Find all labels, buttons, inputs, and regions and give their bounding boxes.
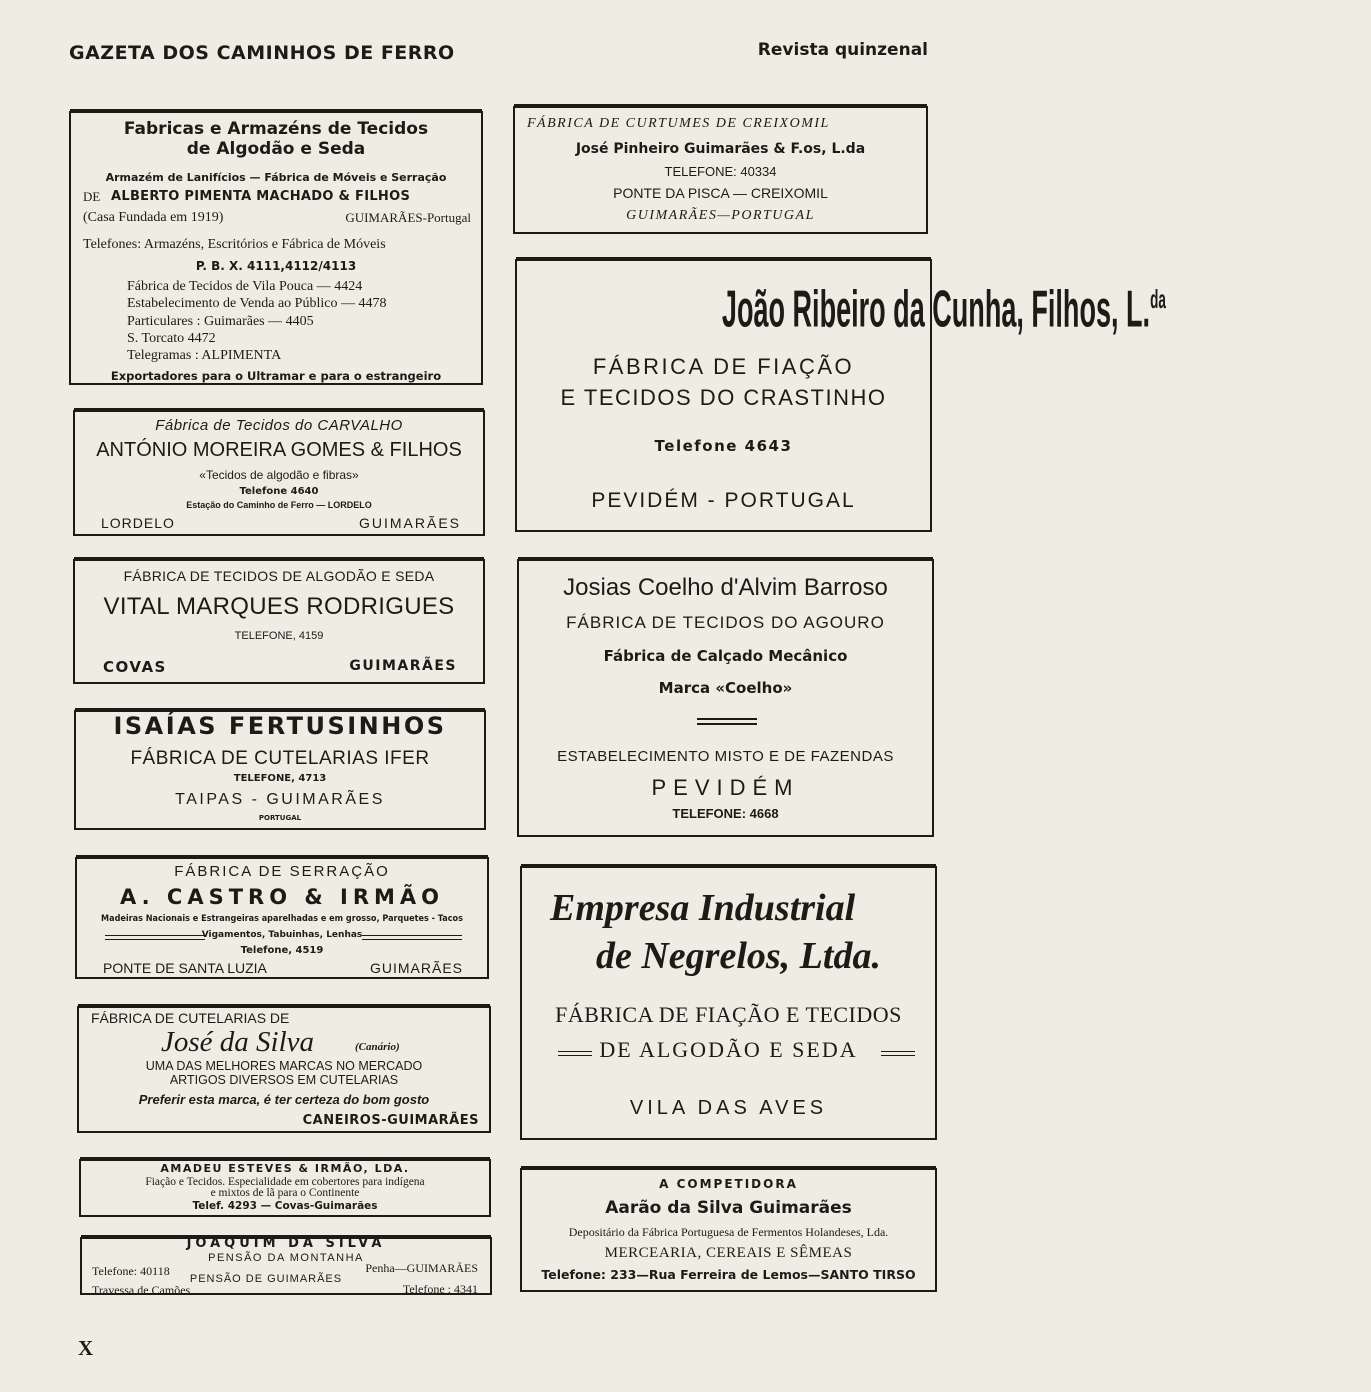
owner-name: ALBERTO PIMENTA MACHADO & FILHOS <box>111 189 411 204</box>
joaquim-address-left: Travessa de Camões <box>92 1283 191 1297</box>
ad-vital <box>73 559 485 684</box>
ad-footer: Exportadores para o Ultramar e para o estrangeiro <box>110 369 442 383</box>
ad-amadeu <box>79 1159 491 1217</box>
creixomil-name: José Pinheiro Guimarães & F.os, L.da <box>575 141 866 157</box>
isaias-phone: TELEFONE, 4713 <box>233 773 327 784</box>
isaias-line1: FÁBRICA DE CUTELARIAS IFER <box>130 748 430 769</box>
journal-title: GAZETA DOS CAMINHOS DE FERRO <box>69 42 455 64</box>
carvalho-right: GUIMARÃES <box>358 515 461 531</box>
amadeu-name: AMADEU ESTEVES & IRMÃO, LDA. <box>160 1162 410 1175</box>
competidora-line3: MERCEARIA, CEREAIS E SÊMEAS <box>604 1245 853 1261</box>
carvalho-phone: Telefone 4640 <box>239 486 319 497</box>
carvalho-left: LORDELO <box>101 515 175 531</box>
ad-jose-silva <box>77 1006 491 1133</box>
ad-carvalho <box>73 410 485 536</box>
creixomil-phone: TELEFONE: 40334 <box>664 164 777 179</box>
joaquim-phone-right: Telefone : 4341 <box>402 1282 478 1296</box>
josias-line4: ESTABELECIMENTO MISTO E DE FAZENDAS <box>557 748 894 765</box>
jose-slogan: Preferir esta marca, é ter certeza do bom gosto <box>138 1092 430 1107</box>
owner-prefix: DE <box>83 189 101 204</box>
carvalho-products: «Tecidos de algodão e fibras» <box>199 468 359 482</box>
competidora-line4: Telefone: 233—Rua Ferreira de Lemos—SANTO TIRSO <box>541 1267 916 1282</box>
joao-line2: E TECIDOS DO CRASTINHO <box>560 385 887 410</box>
ad-castro <box>75 857 489 979</box>
castro-left: PONTE DE SANTA LUZIA <box>103 960 267 976</box>
joaquim-phone-left: Telefone: 40118 <box>92 1264 170 1278</box>
carvalho-station: Estação do Caminho de Ferro — LORDELO <box>186 500 372 510</box>
vital-name: VITAL MARQUES RODRIGUES <box>103 593 455 620</box>
phone-vila-pouca: Fábrica de Tecidos de Vila Pouca — 4424 <box>127 279 363 294</box>
joao-name-text: João Ribeiro da Cunha, Filhos, L. <box>721 280 1151 339</box>
location: GUIMARÃES-Portugal <box>345 210 471 225</box>
pbx: P. B. X. 4111,4112/4113 <box>195 259 357 273</box>
castro-right: GUIMARÃES <box>369 960 463 976</box>
castro-phone: Telefone, 4519 <box>240 945 324 956</box>
journal-subtitle: Revista quinzenal <box>757 40 928 60</box>
vital-line1: FÁBRICA DE TECIDOS DE ALGODÃO E SEDA <box>123 568 435 584</box>
josias-line2: Fábrica de Calçado Mecânico <box>603 647 848 665</box>
phones-label: Telefones: Armazéns, Escritórios e Fábrica de Móveis <box>83 237 386 252</box>
negrelos-location: VILA DAS AVES <box>629 1097 828 1119</box>
josias-phone: TELEFONE: 4668 <box>672 806 779 821</box>
vital-right: GUIMARÃES <box>349 658 457 674</box>
joao-phone: Telefone 4643 <box>654 437 793 455</box>
vital-left: COVAS <box>103 658 167 676</box>
josias-name: Josias Coelho d'Alvim Barroso <box>563 574 888 601</box>
vital-phone: TELEFONE, 4159 <box>234 630 324 642</box>
ad-industries: Armazém de Lanifícios — Fábrica de Móveis e Serração <box>105 171 447 184</box>
jose-line1: FÁBRICA DE CUTELARIAS DE <box>91 1010 290 1026</box>
negrelos-name2: de Negrelos, Ltda. <box>596 935 881 977</box>
negrelos-line1: FÁBRICA DE FIAÇÃO E TECIDOS <box>555 1002 902 1027</box>
creixomil-address: PONTE DA PISCA — CREIXOMIL <box>613 185 828 201</box>
jose-location: CANEIROS-GUIMARÃES <box>302 1113 479 1128</box>
joaquim-line1: PENSÃO DA MONTANHA <box>208 1252 364 1264</box>
ad-creixomil <box>513 106 928 234</box>
competidora-line1: A COMPETIDORA <box>659 1177 798 1191</box>
josias-line3: Marca «Coelho» <box>658 679 793 697</box>
ad-joao-ribeiro <box>515 259 1166 532</box>
divider <box>697 718 757 720</box>
castro-products2: Vigamentos, Tabuinhas, Lenhas <box>201 930 363 940</box>
phone-torcato: S. Torcato 4472 <box>127 331 216 346</box>
joao-name <box>722 271 1166 337</box>
jose-name: José da Silva <box>161 1026 315 1058</box>
joaquim-name: JOAQUIM DA SILVA <box>186 1236 386 1251</box>
amadeu-phone: Telef. 4293 — Covas-Guimarães <box>192 1200 378 1212</box>
castro-products1: Madeiras Nacionais e Estrangeiras aparelhadas e em grosso, Parquetes - Tacos <box>101 914 463 924</box>
joao-line1: FÁBRICA DE FIAÇÃO <box>592 354 855 379</box>
creixomil-line1: FÁBRICA DE CURTUMES DE CREIXOMIL <box>527 116 830 131</box>
joao-location: PEVIDÉM - PORTUGAL <box>591 489 856 512</box>
ad-alberto-pimenta <box>69 111 483 385</box>
joao-name-sup: da <box>1150 284 1166 314</box>
competidora-name: Aarão da Silva Guimarães <box>605 1198 852 1218</box>
ad-title-line2: de Algodão e Seda <box>186 139 366 159</box>
telegramas: Telegramas : ALPIMENTA <box>127 348 282 363</box>
phone-particulares: Particulares : Guimarães — 4405 <box>127 314 314 329</box>
jose-line2: UMA DAS MELHORES MARCAS NO MERCADO <box>145 1059 423 1073</box>
ad-joaquim <box>80 1237 492 1295</box>
negrelos-line2: DE ALGODÃO E SEDA <box>599 1037 858 1062</box>
jose-nickname: (Canário) <box>355 1041 400 1053</box>
phone-venda: Estabelecimento de Venda ao Público — 4478 <box>127 296 387 311</box>
josias-location: PEVIDÉM <box>651 775 800 800</box>
castro-line1: FÁBRICA DE SERRAÇÃO <box>174 863 390 880</box>
ad-isaias <box>74 710 486 830</box>
joaquim-line2: PENSÃO DE GUIMARÃES <box>189 1273 343 1285</box>
isaias-location: TAIPAS - GUIMARÃES <box>175 791 385 808</box>
ad-title-line1: Fabricas e Armazéns de Tecidos <box>123 119 429 139</box>
competidora-line2: Depositário da Fábrica Portuguesa de Fermentos Holandeses, Lda. <box>568 1225 889 1239</box>
ad-negrelos <box>520 866 937 1140</box>
castro-name: A. CASTRO & IRMÃO <box>120 885 444 909</box>
ad-competidora <box>520 1168 937 1292</box>
amadeu-line2: e mixtos de lã para o Continente <box>210 1187 360 1199</box>
founded: (Casa Fundada em 1919) <box>83 210 224 225</box>
amadeu-line1: Fiação e Tecidos. Especialidade em cobertores para indígena <box>145 1176 425 1188</box>
jose-line3: ARTIGOS DIVERSOS EM CUTELARIAS <box>169 1073 399 1087</box>
creixomil-location: GUIMARÃES—PORTUGAL <box>626 208 815 223</box>
carvalho-name: ANTÓNIO MOREIRA GOMES & FILHOS <box>96 439 462 461</box>
negrelos-name1: Empresa Industrial <box>550 887 856 929</box>
isaias-country: PORTUGAL <box>258 814 302 822</box>
joao-name-wrap <box>517 271 1166 339</box>
page-number: X <box>78 1336 94 1360</box>
josias-line1: FÁBRICA DE TECIDOS DO AGOURO <box>566 613 885 632</box>
carvalho-line1: Fábrica de Tecidos do CARVALHO <box>155 417 403 434</box>
divider <box>697 723 757 725</box>
ad-josias <box>517 559 934 837</box>
joaquim-location-right: Penha—GUIMARÃES <box>365 1261 478 1275</box>
isaias-name: ISAÍAS FERTUSINHOS <box>113 712 447 740</box>
